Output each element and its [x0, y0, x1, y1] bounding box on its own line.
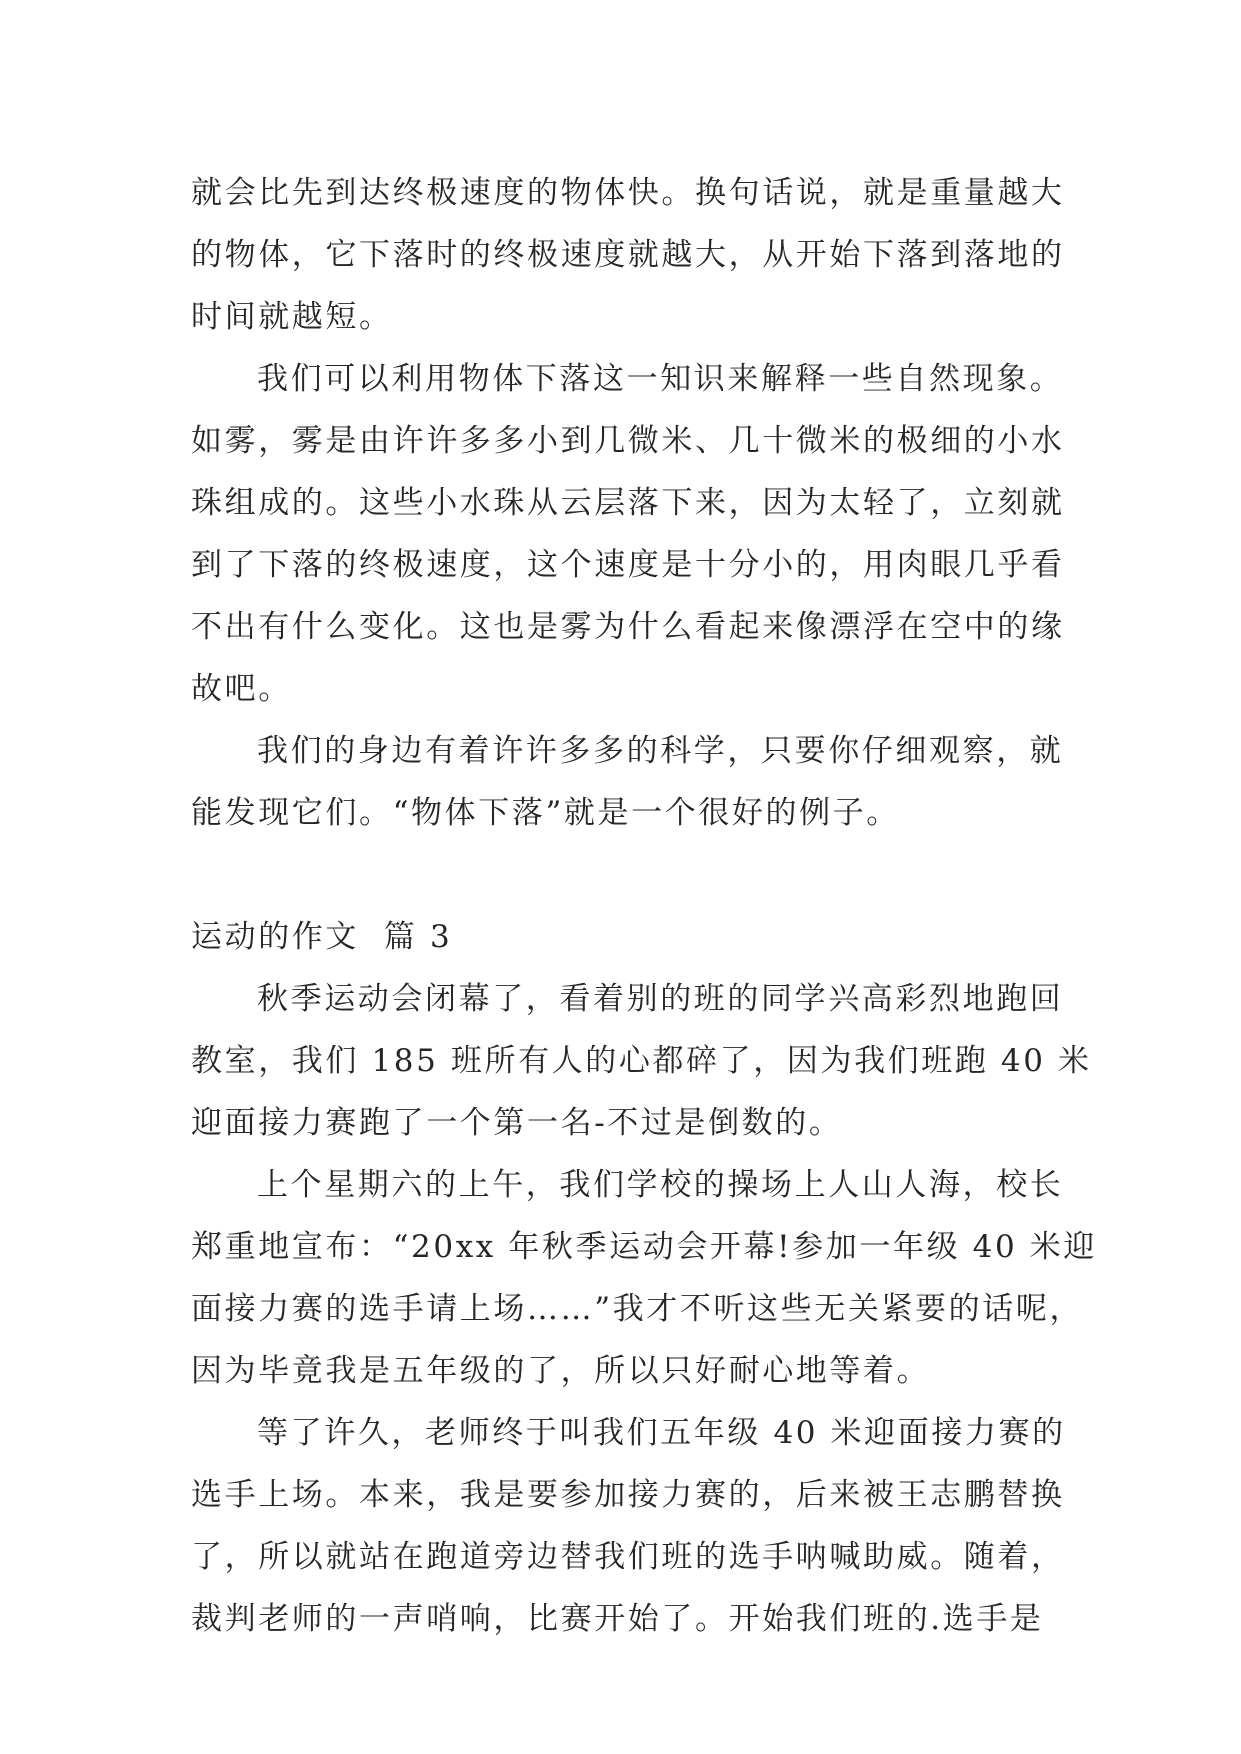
section-heading: 运动的作文 篇 3	[191, 919, 453, 955]
paragraph-1	[191, 162, 1071, 348]
paragraph-6	[191, 1402, 1071, 1650]
paragraph-line: 能发现它们。“物体下落”就是一个很好的例子。	[191, 795, 900, 831]
paragraph-line: 故吧。	[191, 671, 292, 707]
paragraph-line: 等了许久，老师终于叫我们五年级 40 米迎面接力赛的	[257, 1415, 1066, 1451]
paragraph-line: 郑重地宣布：“20xx 年秋季运动会开幕!参加一年级 40 米迎	[191, 1229, 1097, 1265]
paragraph-line: 了，所以就站在跑道旁边替我们班的选手呐喊助威。随着，	[191, 1539, 1065, 1575]
paragraph-line: 我们可以利用物体下落这一知识来解释一些自然现象。	[257, 361, 1064, 397]
paragraph-line: 秋季运动会闭幕了，看着别的班的同学兴高彩烈地跑回	[257, 981, 1064, 1017]
paragraph-2	[191, 348, 1071, 720]
paragraph-4	[191, 968, 1092, 1154]
paragraph-line: 因为毕竟我是五年级的了，所以只好耐心地等着。	[191, 1353, 931, 1389]
paragraph-5	[191, 1154, 1097, 1402]
paragraph-line: 面接力赛的选手请上场……”我才不听这些无关紧要的话呢，	[191, 1291, 1084, 1327]
paragraph-line: 就会比先到达终极速度的物体快。换句话说，就是重量越大	[191, 175, 1065, 211]
paragraph-line: 教室，我们 185 班所有人的心都碎了，因为我们班跑 40 米	[191, 1043, 1092, 1079]
paragraph-line: 时间就越短。	[191, 299, 393, 335]
paragraph-line: 迎面接力赛跑了一个第一名-不过是倒数的。	[191, 1105, 843, 1141]
paragraph-3	[191, 720, 1071, 844]
paragraph-line: 上个星期六的上午，我们学校的操场上人山人海，校长	[257, 1167, 1064, 1203]
paragraph-line: 到了下落的终极速度，这个速度是十分小的，用肉眼几乎看	[191, 547, 1065, 583]
paragraph-line: 如雾，雾是由许许多多小到几微米、几十微米的极细的小水	[191, 423, 1065, 459]
paragraph-line: 裁判老师的一声哨响，比赛开始了。开始我们班的.选手是	[191, 1601, 1044, 1637]
paragraph-line: 选手上场。本来，我是要参加接力赛的，后来被王志鹏替换	[191, 1477, 1065, 1513]
paragraph-line: 珠组成的。这些小水珠从云层落下来，因为太轻了，立刻就	[191, 485, 1065, 521]
document-body	[191, 162, 1097, 1650]
section-gap	[191, 844, 1071, 906]
paragraph-line: 的物体，它下落时的终极速度就越大，从开始下落到落地的	[191, 237, 1065, 273]
paragraph-line: 我们的身边有着许许多多的科学，只要你仔细观察，就	[257, 733, 1064, 769]
paragraph-line: 不出有什么变化。这也是雾为什么看起来像漂浮在空中的缘	[191, 609, 1065, 645]
